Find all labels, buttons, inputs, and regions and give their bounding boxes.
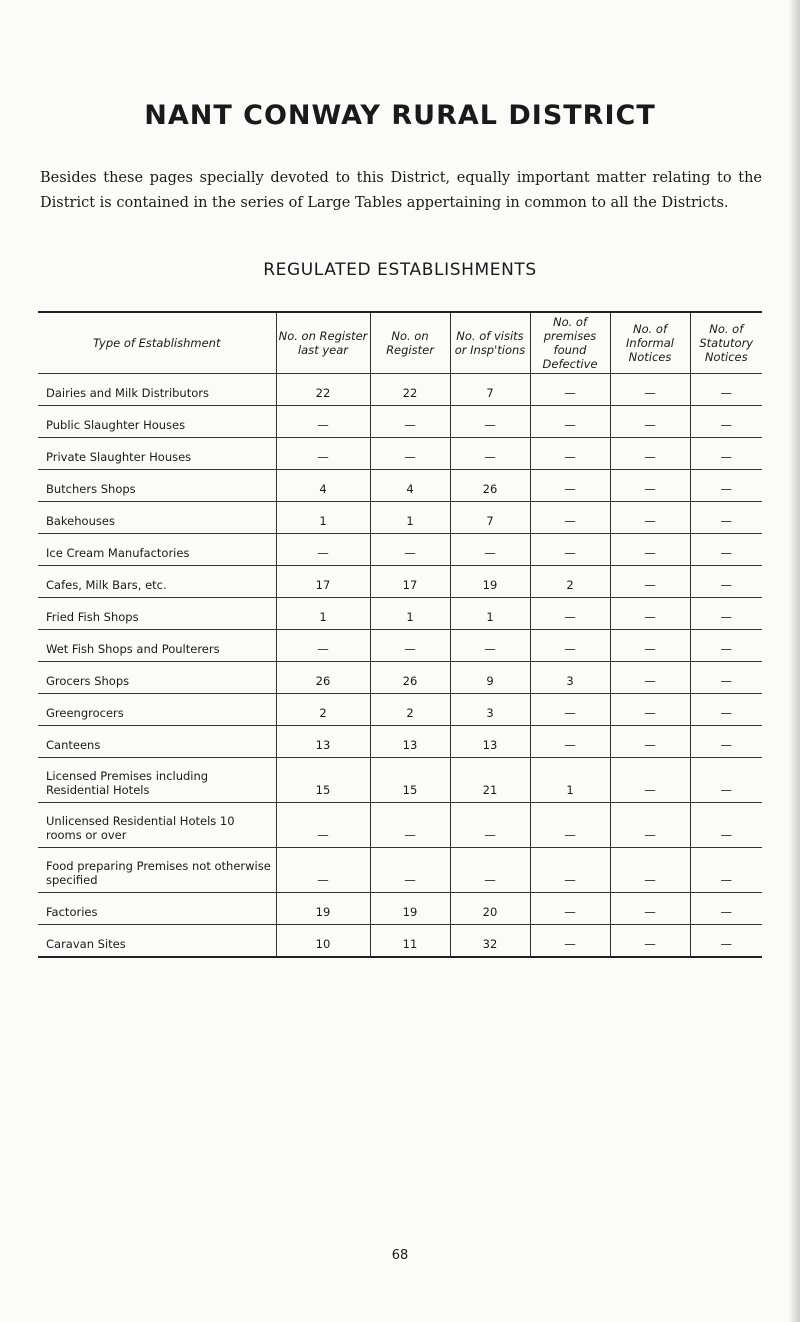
cell-register: 15 (370, 758, 450, 803)
cell-type: Public Slaughter Houses (38, 406, 276, 438)
cell-statutory: — (690, 374, 762, 406)
cell-register: 13 (370, 726, 450, 758)
cell-informal: — (610, 374, 690, 406)
cell-statutory: — (690, 534, 762, 566)
cell-defective: — (530, 803, 610, 848)
header-last-year: No. on Register last year (276, 312, 370, 374)
cell-last-year: 1 (276, 502, 370, 534)
cell-visits: — (450, 630, 530, 662)
cell-register: 22 (370, 374, 450, 406)
cell-last-year: 19 (276, 893, 370, 925)
cell-register: 19 (370, 893, 450, 925)
regulated-establishments-table (38, 311, 762, 958)
table-row (38, 662, 762, 694)
cell-informal: — (610, 803, 690, 848)
cell-statutory: — (690, 848, 762, 893)
cell-defective: — (530, 848, 610, 893)
cell-informal: — (610, 848, 690, 893)
cell-type: Caravan Sites (38, 925, 276, 958)
cell-last-year: 22 (276, 374, 370, 406)
cell-last-year: 1 (276, 598, 370, 630)
cell-type: Fried Fish Shops (38, 598, 276, 630)
cell-visits: — (450, 534, 530, 566)
table-header-row (38, 312, 762, 374)
cell-register: 1 (370, 502, 450, 534)
cell-defective: — (530, 893, 610, 925)
cell-defective: 3 (530, 662, 610, 694)
table-row (38, 803, 762, 848)
cell-informal: — (610, 726, 690, 758)
cell-visits: — (450, 406, 530, 438)
cell-statutory: — (690, 566, 762, 598)
cell-type: Butchers Shops (38, 470, 276, 502)
cell-visits: 9 (450, 662, 530, 694)
intro-paragraph: Besides these pages specially devoted to this District, equally important matter relating to the District is contained in the series of Large Tables appertaining in common to all the Districts. (40, 170, 762, 211)
cell-statutory: — (690, 893, 762, 925)
cell-defective: — (530, 534, 610, 566)
table-row (38, 534, 762, 566)
cell-visits: 19 (450, 566, 530, 598)
cell-statutory: — (690, 694, 762, 726)
table-row (38, 630, 762, 662)
cell-last-year: 4 (276, 470, 370, 502)
cell-register: 17 (370, 566, 450, 598)
cell-defective: — (530, 502, 610, 534)
cell-register: 26 (370, 662, 450, 694)
table-row (38, 406, 762, 438)
cell-informal: — (610, 566, 690, 598)
cell-defective: — (530, 470, 610, 502)
cell-defective: — (530, 925, 610, 958)
cell-register: — (370, 406, 450, 438)
cell-statutory: — (690, 502, 762, 534)
cell-register: 2 (370, 694, 450, 726)
cell-statutory: — (690, 758, 762, 803)
cell-informal: — (610, 598, 690, 630)
cell-register: 4 (370, 470, 450, 502)
cell-defective: — (530, 438, 610, 470)
cell-type: Factories (38, 893, 276, 925)
cell-statutory: — (690, 406, 762, 438)
cell-informal: — (610, 662, 690, 694)
cell-visits: — (450, 848, 530, 893)
cell-type: Grocers Shops (38, 662, 276, 694)
cell-visits: 13 (450, 726, 530, 758)
cell-statutory: — (690, 598, 762, 630)
cell-visits: 32 (450, 925, 530, 958)
cell-visits: 26 (450, 470, 530, 502)
cell-defective: — (530, 630, 610, 662)
cell-informal: — (610, 893, 690, 925)
cell-defective: — (530, 406, 610, 438)
cell-type: Ice Cream Manufactories (38, 534, 276, 566)
table-row (38, 848, 762, 893)
cell-informal: — (610, 502, 690, 534)
table-row (38, 726, 762, 758)
cell-statutory: — (690, 630, 762, 662)
header-type: Type of Establishment (93, 336, 221, 350)
cell-type: Cafes, Milk Bars, etc. (38, 566, 276, 598)
cell-last-year: — (276, 803, 370, 848)
cell-statutory: — (690, 438, 762, 470)
table-row (38, 502, 762, 534)
cell-type: Private Slaughter Houses (38, 438, 276, 470)
cell-statutory: — (690, 925, 762, 958)
cell-last-year: 17 (276, 566, 370, 598)
cell-type: Licensed Premises including Residential Hotels (38, 758, 276, 803)
cell-last-year: — (276, 406, 370, 438)
cell-visits: 3 (450, 694, 530, 726)
table-row (38, 925, 762, 958)
cell-informal: — (610, 758, 690, 803)
page-number: 68 (391, 1248, 409, 1263)
cell-informal: — (610, 438, 690, 470)
cell-type: Unlicensed Residential Hotels 10 rooms or over (38, 803, 276, 848)
cell-type: Bakehouses (38, 502, 276, 534)
cell-visits: 20 (450, 893, 530, 925)
cell-last-year: 26 (276, 662, 370, 694)
table-row (38, 438, 762, 470)
cell-register: 11 (370, 925, 450, 958)
cell-last-year: — (276, 848, 370, 893)
cell-register: — (370, 438, 450, 470)
page-edge-shadow (788, 0, 800, 1322)
cell-statutory: — (690, 803, 762, 848)
cell-defective: 1 (530, 758, 610, 803)
cell-register: — (370, 630, 450, 662)
cell-visits: — (450, 438, 530, 470)
cell-type: Greengrocers (38, 694, 276, 726)
cell-defective: — (530, 694, 610, 726)
cell-register: — (370, 803, 450, 848)
cell-visits: 7 (450, 502, 530, 534)
cell-register: 1 (370, 598, 450, 630)
table-row (38, 374, 762, 406)
cell-defective: — (530, 726, 610, 758)
table-row (38, 470, 762, 502)
header-defective: No. of premises found Defective (530, 312, 610, 374)
cell-statutory: — (690, 662, 762, 694)
cell-informal: — (610, 694, 690, 726)
cell-type: Food preparing Premises not otherwise specified (38, 848, 276, 893)
cell-type: Wet Fish Shops and Poulterers (38, 630, 276, 662)
table-row (38, 566, 762, 598)
page-title: NANT CONWAY RURAL DISTRICT (144, 100, 656, 131)
cell-informal: — (610, 470, 690, 502)
cell-last-year: — (276, 438, 370, 470)
header-register: No. on Register (370, 312, 450, 374)
cell-statutory: — (690, 470, 762, 502)
cell-defective: — (530, 598, 610, 630)
cell-informal: — (610, 406, 690, 438)
cell-visits: 1 (450, 598, 530, 630)
cell-last-year: 10 (276, 925, 370, 958)
cell-statutory: — (690, 726, 762, 758)
cell-register: — (370, 848, 450, 893)
table-row (38, 758, 762, 803)
cell-last-year: — (276, 630, 370, 662)
cell-visits: — (450, 803, 530, 848)
cell-informal: — (610, 534, 690, 566)
cell-informal: — (610, 630, 690, 662)
section-title: REGULATED ESTABLISHMENTS (263, 260, 537, 280)
cell-type: Canteens (38, 726, 276, 758)
cell-defective: 2 (530, 566, 610, 598)
table-row (38, 598, 762, 630)
cell-register: — (370, 534, 450, 566)
header-informal: No. of Informal Notices (610, 312, 690, 374)
header-statutory: No. of Statutory Notices (690, 312, 762, 374)
cell-last-year: — (276, 534, 370, 566)
header-visits: No. of visits or Insp'tions (450, 312, 530, 374)
table-row (38, 694, 762, 726)
cell-defective: — (530, 374, 610, 406)
cell-last-year: 15 (276, 758, 370, 803)
table-row (38, 893, 762, 925)
cell-visits: 7 (450, 374, 530, 406)
cell-type: Dairies and Milk Distributors (38, 374, 276, 406)
cell-last-year: 2 (276, 694, 370, 726)
cell-last-year: 13 (276, 726, 370, 758)
cell-informal: — (610, 925, 690, 958)
cell-visits: 21 (450, 758, 530, 803)
